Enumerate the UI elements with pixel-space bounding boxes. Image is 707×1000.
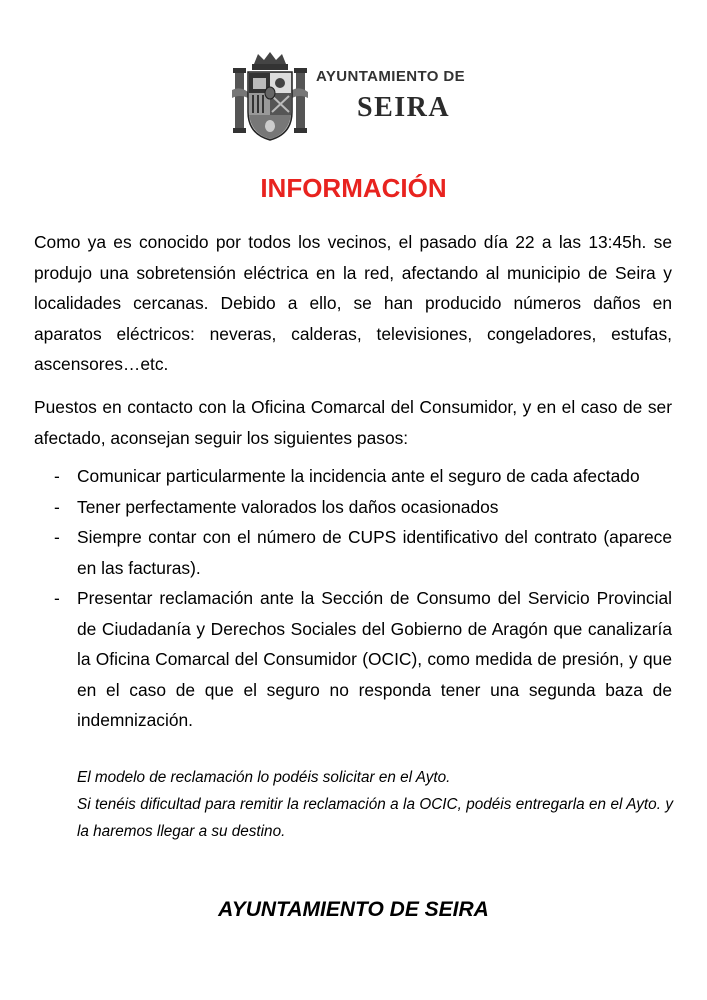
step-text: Tener perfectamente valorados los daños ocasionados: [77, 496, 499, 517]
bullet-dash: -: [54, 496, 60, 517]
list-item: [34, 583, 672, 736]
list-item: [34, 522, 672, 583]
bullet-dash: -: [54, 588, 60, 608]
list-item: [34, 492, 672, 523]
bullet-dash: -: [54, 466, 60, 486]
org-name-line1: AYUNTAMIENTO DE: [316, 68, 466, 85]
steps-list: [34, 461, 672, 736]
letterhead: [232, 50, 492, 142]
step-text: Comunicar particularmente la incidencia ante el seguro de cada afectado: [77, 466, 640, 486]
coat-of-arms-of-spain-icon: [232, 50, 308, 142]
intro-paragraph: Como ya es conocido por todos los vecinos, el pasado día 22 a las 13:45h. se produjo una sobretensión eléctrica en la red, afectando al municipio de Seira y localidades cercanas. Debido a ello, se han producido números daños en aparatos eléctricos: neveras, calderas, televisiones, congeladores, estufas, ascensores…etc.: [34, 232, 672, 374]
note-line: Si tenéis dificultad para remitir la reclamación a la OCIC, podéis entregarla en el Ayto. y la haremos llegar a su destino.: [77, 796, 673, 840]
list-item: [34, 461, 672, 492]
org-name-line2: SEIRA: [357, 92, 451, 123]
step-text: Siempre contar con el número de CUPS identificativo del contrato (aparece en las facturas).: [77, 527, 672, 578]
bullet-dash: -: [54, 527, 60, 547]
note-line: El modelo de reclamación lo podéis solicitar en el Ayto.: [77, 769, 451, 786]
step-text: Presentar reclamación ante la Sección de Consumo del Servicio Provincial de Ciudadanía y Derechos Sociales del Gobierno de Aragón que canalizaría la Oficina Comarcal del Consumidor (OCIC), como medida de presión, y que en el caso de que el seguro no responda tener una segunda baza de indemnización.: [77, 588, 672, 730]
signature-footer: AYUNTAMIENTO DE SEIRA: [218, 898, 489, 921]
contact-paragraph: Puestos en contacto con la Oficina Comarcal del Consumidor, y en el caso de ser afectado, aconsejan seguir los siguientes pasos:: [34, 397, 672, 448]
notes: [77, 764, 673, 845]
notice-title: INFORMACIÓN: [260, 173, 447, 203]
